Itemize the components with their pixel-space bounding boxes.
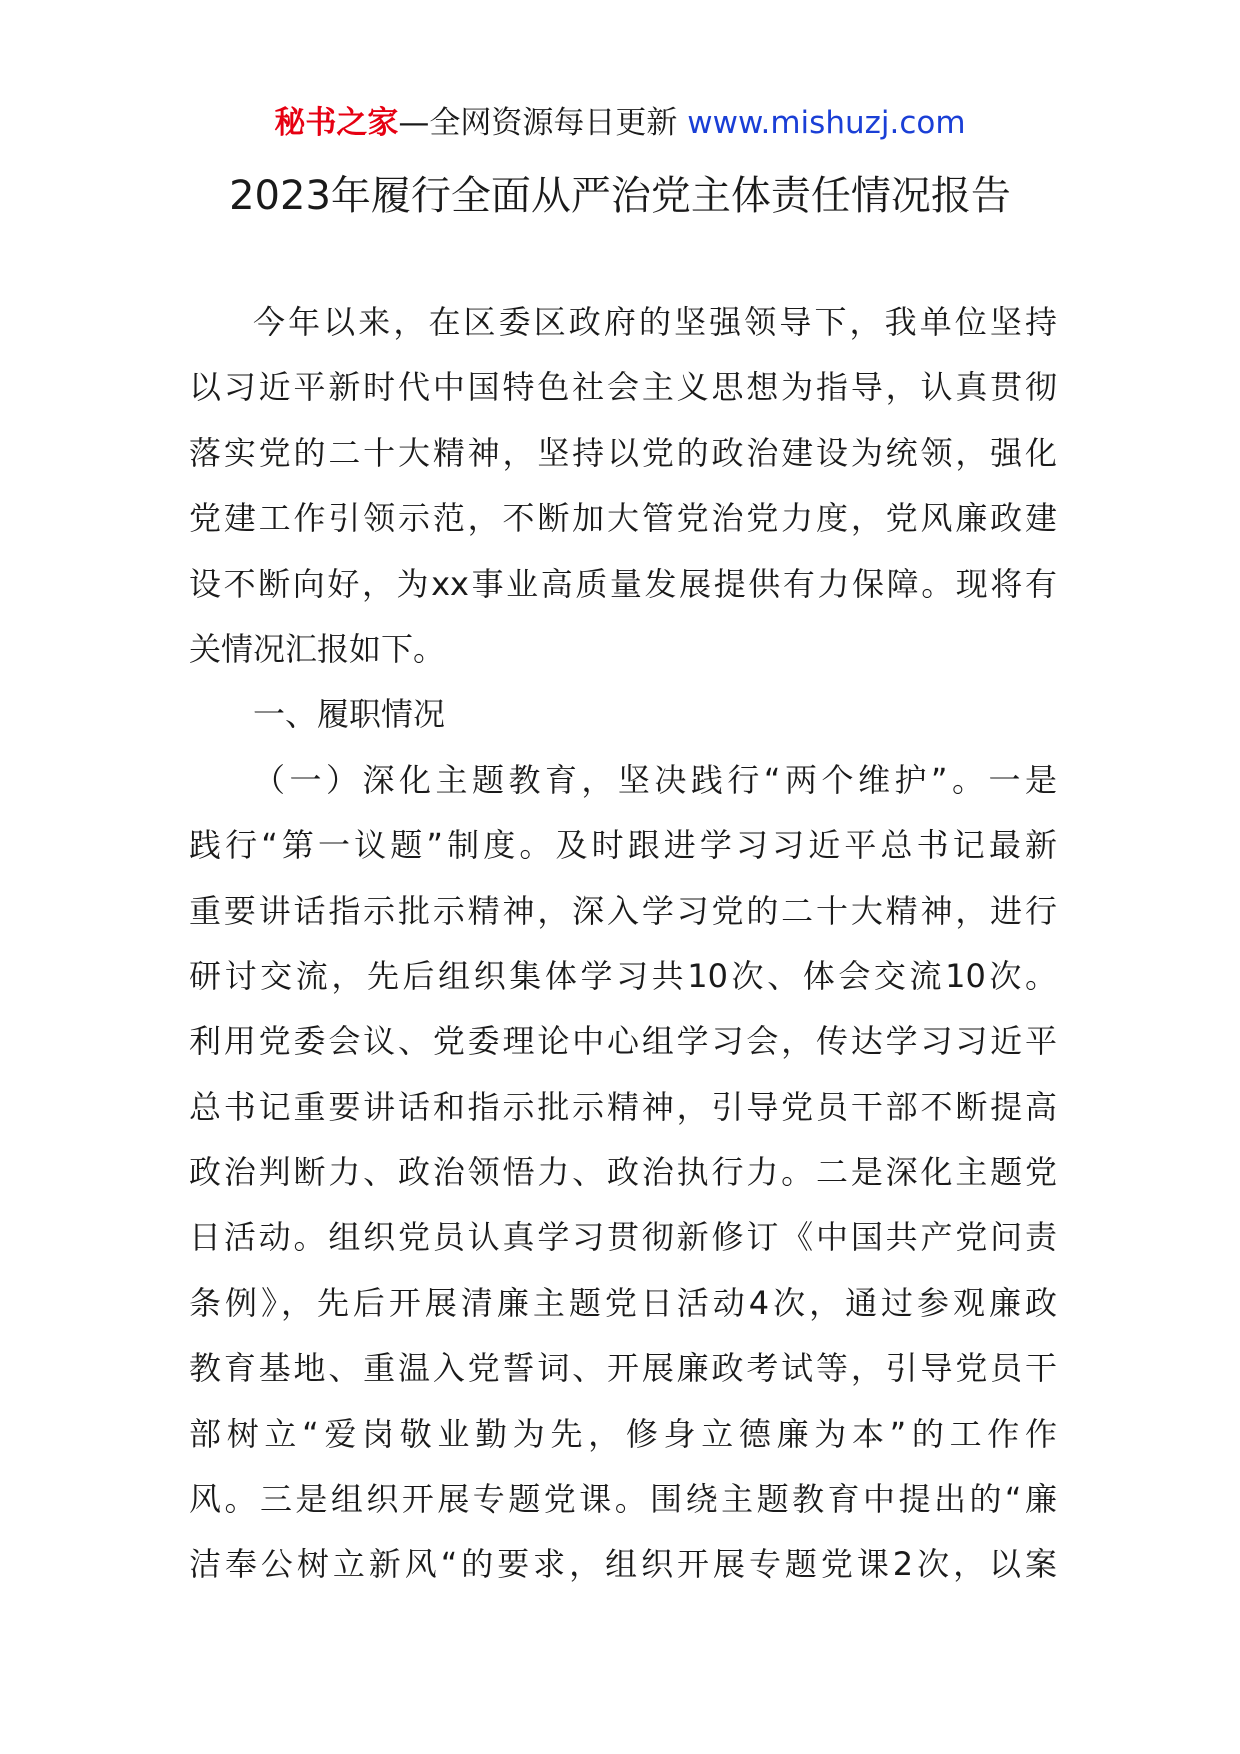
- paragraph-line: 研讨交流，先后组织集体学习共10次、体会交流10次。: [189, 956, 1057, 995]
- document-body: [189, 290, 1057, 1598]
- paragraph-line: 部树立“爱岗敬业勤为先，修身立德廉为本”的工作作: [189, 1414, 1057, 1453]
- paragraph-line: 关情况汇报如下。: [189, 629, 446, 668]
- paragraph-line: 教育基地、重温入党誓词、开展廉政考试等，引导党员干: [189, 1349, 1057, 1388]
- paragraph-line: 今年以来，在区委区政府的坚强领导下，我单位坚持: [253, 303, 1057, 341]
- paragraph-line: 党建工作引领示范，不断加大管党治党力度，党风廉政建: [189, 499, 1057, 538]
- paragraph-line: 践行“第一议题”制度。及时跟进学习习近平总书记最新: [189, 826, 1057, 865]
- brand-name: 秘书之家: [274, 105, 399, 141]
- site-tagline: —全网资源每日更新: [398, 105, 688, 141]
- paragraph-line: 以习近平新时代中国特色社会主义思想为指导，认真贯彻: [189, 368, 1057, 407]
- site-url-link[interactable]: www.mishuzj.com: [687, 105, 966, 141]
- subsection-heading-line: （一）深化主题教育，坚决践行“两个维护”。一是: [253, 760, 1057, 799]
- paragraph-line: 条例》，先后开展清廉主题党日活动4次，通过参观廉政: [189, 1283, 1057, 1322]
- paragraph-line: 洁奉公树立新风“的要求，组织开展专题党课2次，以案: [189, 1545, 1057, 1584]
- paragraph-line: 日活动。组织党员认真学习贯彻新修订《中国共产党问责: [189, 1218, 1057, 1257]
- paragraph-line: 利用党委会议、党委理论中心组学习会，传达学习习近平: [189, 1022, 1057, 1061]
- paragraph-line: 总书记重要讲话和指示批示精神，引导党员干部不断提高: [189, 1087, 1057, 1126]
- paragraph-line: 落实党的二十大精神，坚持以党的政治建设为统领，强化: [189, 433, 1057, 472]
- site-header: [0, 100, 1240, 146]
- paragraph-line: 重要讲话指示批示精神，深入学习党的二十大精神，进行: [189, 891, 1057, 930]
- section-heading: 一、履职情况: [253, 695, 446, 734]
- paragraph-line: 风。三是组织开展专题党课。围绕主题教育中提出的“廉: [189, 1480, 1057, 1519]
- paragraph-line: 政治判断力、政治领悟力、政治执行力。二是深化主题党: [189, 1153, 1057, 1192]
- paragraph-line: 设不断向好，为xx事业高质量发展提供有力保障。现将有: [189, 564, 1057, 603]
- document-title: 2023年履行全面从严治党主体责任情况报告: [229, 173, 1011, 219]
